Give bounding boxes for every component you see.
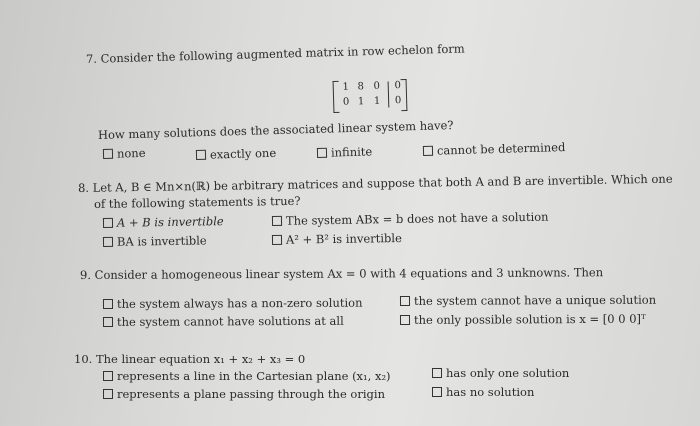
checkbox-icon[interactable] <box>196 150 206 160</box>
option-label: the system cannot have solutions at all <box>116 313 344 329</box>
option-label: has only one solution <box>446 366 570 380</box>
q9-prompt-text: Consider a homogeneous linear system Ax = 0 with 4 equations and 3 unknowns. Then <box>94 265 604 282</box>
q7-augmented-matrix <box>333 79 408 113</box>
option-label: A + B is invertible <box>116 214 224 230</box>
q9-option-no-solutions[interactable] <box>103 314 344 329</box>
checkbox-icon[interactable] <box>103 389 113 399</box>
q7-number: 7. <box>85 51 98 66</box>
matrix-cell: 0 <box>394 80 402 92</box>
matrix-cell: 0 <box>394 95 402 107</box>
q9-option-no-unique-solution[interactable] <box>400 293 656 308</box>
q8-prompt-line2: of the following statements is true? <box>93 193 301 211</box>
checkbox-icon[interactable] <box>432 387 442 397</box>
option-label: The system ABx = b does not have a solution <box>285 209 549 228</box>
matrix-augment-line <box>388 81 390 107</box>
matrix-cell: 0 <box>373 80 381 92</box>
matrix-cell: 1 <box>342 81 350 93</box>
option-label: the only possible solution is x = [0 0 0]ᵀ <box>413 311 646 327</box>
q8-option-a-plus-b[interactable] <box>103 214 224 230</box>
q10-option-no-solution[interactable] <box>432 385 534 399</box>
q7-prompt <box>86 41 465 66</box>
checkbox-icon[interactable] <box>400 296 410 306</box>
checkbox-icon[interactable] <box>317 148 327 158</box>
q9-option-only-zero-solution[interactable] <box>400 312 646 327</box>
option-label: the system always has a non-zero solution <box>116 295 363 311</box>
matrix-cell: 1 <box>373 95 381 107</box>
q8-option-ba-invertible[interactable] <box>103 233 207 249</box>
q8-prompt-text: Let A, B ∈ Mn×n(ℝ) be arbitrary matrices and suppose that both A and B are invertible. Which one <box>92 171 673 195</box>
q10-number: 10. <box>74 352 93 366</box>
q8-number: 8. <box>77 180 90 195</box>
option-label: represents a line in the Cartesian plane (x₁, x₂) <box>117 369 391 383</box>
q10-option-plane[interactable] <box>103 387 385 401</box>
matrix-left-bracket <box>333 81 340 113</box>
checkbox-icon[interactable] <box>103 299 113 309</box>
checkbox-icon[interactable] <box>103 218 113 228</box>
checkbox-icon[interactable] <box>103 149 113 159</box>
checkbox-icon[interactable] <box>272 235 282 245</box>
q7-question: How many solutions does the associated linear system have? <box>97 118 454 142</box>
option-label: none <box>116 145 146 161</box>
checkbox-icon[interactable] <box>423 146 433 156</box>
option-label: infinite <box>330 144 373 160</box>
q7-option-none[interactable] <box>103 146 146 161</box>
q10-prompt-text: The linear equation x₁ + x₂ + x₃ = 0 <box>95 352 306 366</box>
q10-option-line[interactable] <box>103 369 391 383</box>
option-label: has no solution <box>446 385 535 399</box>
q10-prompt <box>74 352 305 366</box>
option-label: cannot be determined <box>436 140 566 158</box>
q7-prompt-text: Consider the following augmented matrix in row echelon form <box>100 41 465 66</box>
checkbox-icon[interactable] <box>272 216 282 226</box>
checkbox-icon[interactable] <box>103 317 113 327</box>
option-label: BA is invertible <box>116 233 207 249</box>
checkbox-icon[interactable] <box>432 368 442 378</box>
option-label: the system cannot have a unique solution <box>413 292 657 308</box>
checkbox-icon[interactable] <box>103 237 113 247</box>
q10-option-one-solution[interactable] <box>432 366 569 380</box>
q9-number: 9. <box>79 267 92 282</box>
q8-prompt-line1 <box>78 172 673 195</box>
q8-option-system-no-solution[interactable] <box>272 210 549 228</box>
option-label: exactly one <box>209 145 277 162</box>
q7-option-exactly-one[interactable] <box>196 146 277 162</box>
matrix-cell: 8 <box>357 81 365 93</box>
matrix-cell: 1 <box>357 96 365 108</box>
q9-prompt <box>80 265 603 282</box>
checkbox-icon[interactable] <box>103 371 113 381</box>
q7-option-cannot-be-determined[interactable] <box>423 140 566 158</box>
matrix-cell: 0 <box>342 96 350 108</box>
option-label: A² + B² is invertible <box>285 230 402 247</box>
q7-option-infinite[interactable] <box>317 144 373 160</box>
checkbox-icon[interactable] <box>400 315 410 325</box>
q8-option-a2-plus-b2[interactable] <box>272 231 402 247</box>
option-label: represents a plane passing through the origin <box>117 387 385 401</box>
q9-option-nonzero-solution[interactable] <box>103 296 363 311</box>
